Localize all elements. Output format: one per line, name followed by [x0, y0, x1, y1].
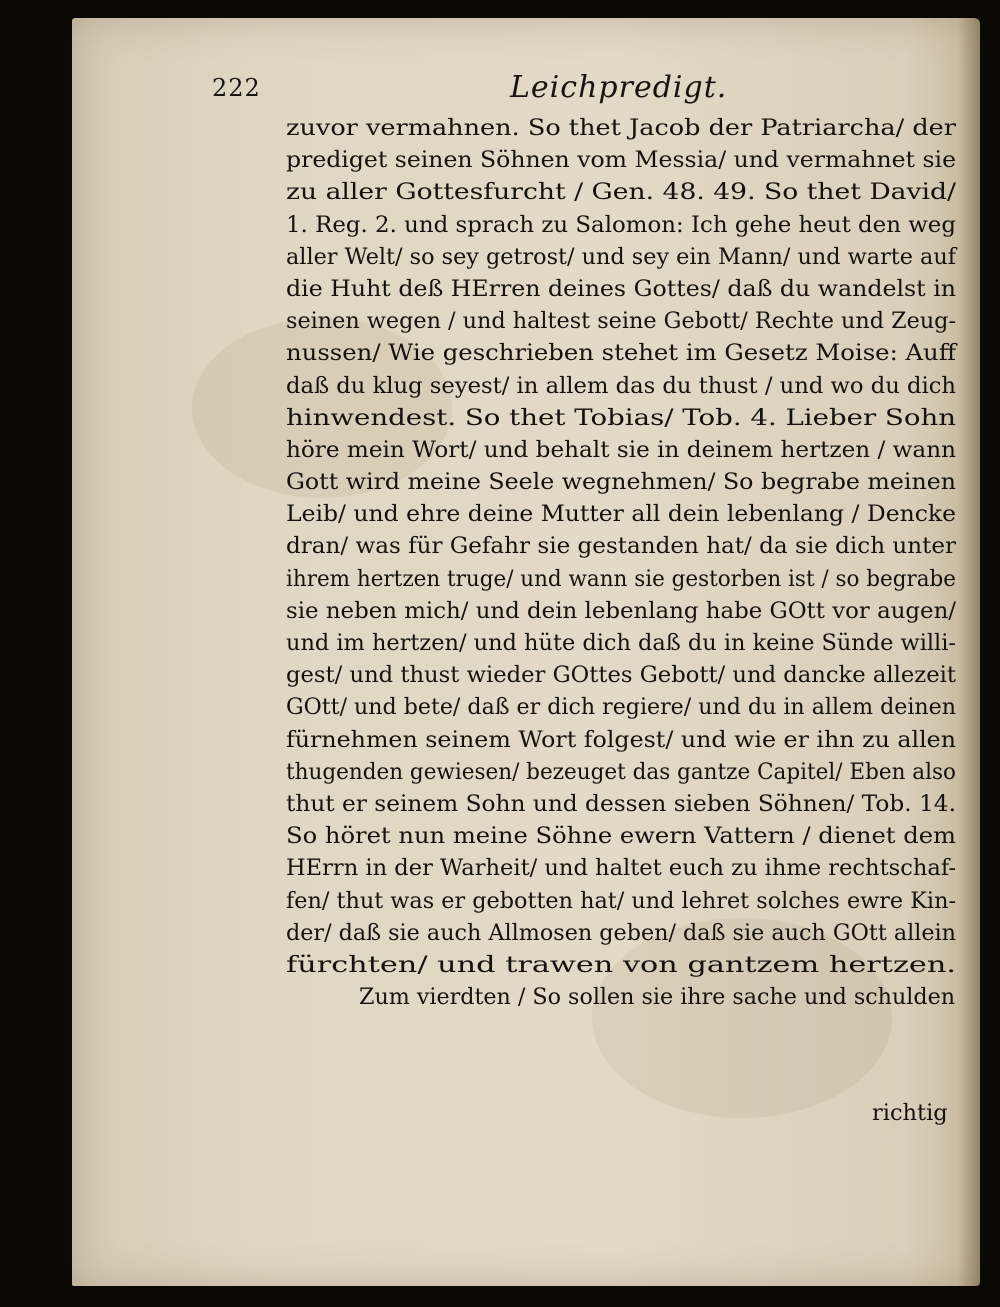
text-line: hinwendest. So thet Tobias/ Tob. 4. Lieber Sohn [286, 404, 956, 431]
text-line: 1. Reg. 2. und sprach zu Salomon: Ich gehe heut den weg [286, 211, 956, 238]
text-line: HErrn in der Warheit/ und haltet euch zu ihme rechtschaf- [286, 855, 956, 882]
page-number: 222 [212, 74, 261, 102]
catchword: richtig [872, 1100, 948, 1126]
text-line: und im hertzen/ und hüte dich daß du in keine Sünde willi- [286, 630, 956, 656]
text-line: ihrem hertzen truge/ und wann sie gestorben ist / so begrabe [286, 565, 956, 592]
text-line: der/ daß sie auch Allmosen geben/ daß sie auch GOtt allein [286, 919, 956, 946]
text-line: daß du klug seyest/ in allem das du thust / und wo du dich [286, 372, 956, 399]
body-text [286, 112, 956, 1013]
running-head [212, 70, 812, 114]
text-line: gest/ und thust wieder GOttes Gebott/ und dancke allezeit [286, 662, 957, 689]
running-title: Leichpredigt. [510, 70, 728, 105]
text-line: thugenden gewiesen/ bezeuget das gantze Capitel/ Eben also [286, 758, 956, 785]
text-line: prediget seinen Söhnen vom Messia/ und vermahnet sie [286, 147, 956, 174]
text-line: So höret nun meine Söhne ewern Vattern / dienet dem [286, 823, 956, 850]
text-line: fürchten/ und trawen von gantzem hertzen. [286, 951, 956, 978]
text-line: seinen wegen / und haltest seine Gebott/ Rechte und Zeug- [286, 308, 956, 335]
text-line: zu aller Gottesfurcht / Gen. 48. 49. So thet David/ [286, 179, 956, 206]
text-line: nussen/ Wie geschrieben stehet im Gesetz Moise: Auff [286, 340, 956, 367]
text-line: Gott wird meine Seele wegnehmen/ So begrabe meinen [286, 469, 957, 496]
text-line: thut er seinem Sohn und dessen sieben Söhnen/ Tob. 14. [286, 790, 956, 817]
text-line: dran/ was für Gefahr sie gestanden hat/ da sie dich unter [286, 533, 956, 560]
text-line: die Huht deß HErren deines Gottes/ daß du wandelst in [286, 275, 956, 302]
text-line: zuvor vermahnen. So thet Jacob der Patriarcha/ der [286, 115, 956, 141]
text-line: höre mein Wort/ und behalt sie in deinem hertzen / wann [286, 436, 956, 463]
text-line: GOtt/ und bete/ daß er dich regiere/ und du in allem deinen [286, 694, 956, 721]
text-line: sie neben mich/ und dein lebenlang habe GOtt vor augen/ [286, 597, 956, 624]
text-line: aller Welt/ so sey getrost/ und sey ein Mann/ und warte auf [286, 243, 956, 270]
text-line: fen/ thut was er gebotten hat/ und lehret solches ewre Kin- [286, 887, 956, 914]
paragraph-start-line: Zum vierdten / So sollen sie ihre sache und schulden [359, 984, 956, 1011]
text-line: fürnehmen seinem Wort folgest/ und wie er ihn zu allen [286, 726, 956, 753]
text-line: Leib/ und ehre deine Mutter all dein lebenlang / Dencke [286, 501, 956, 528]
